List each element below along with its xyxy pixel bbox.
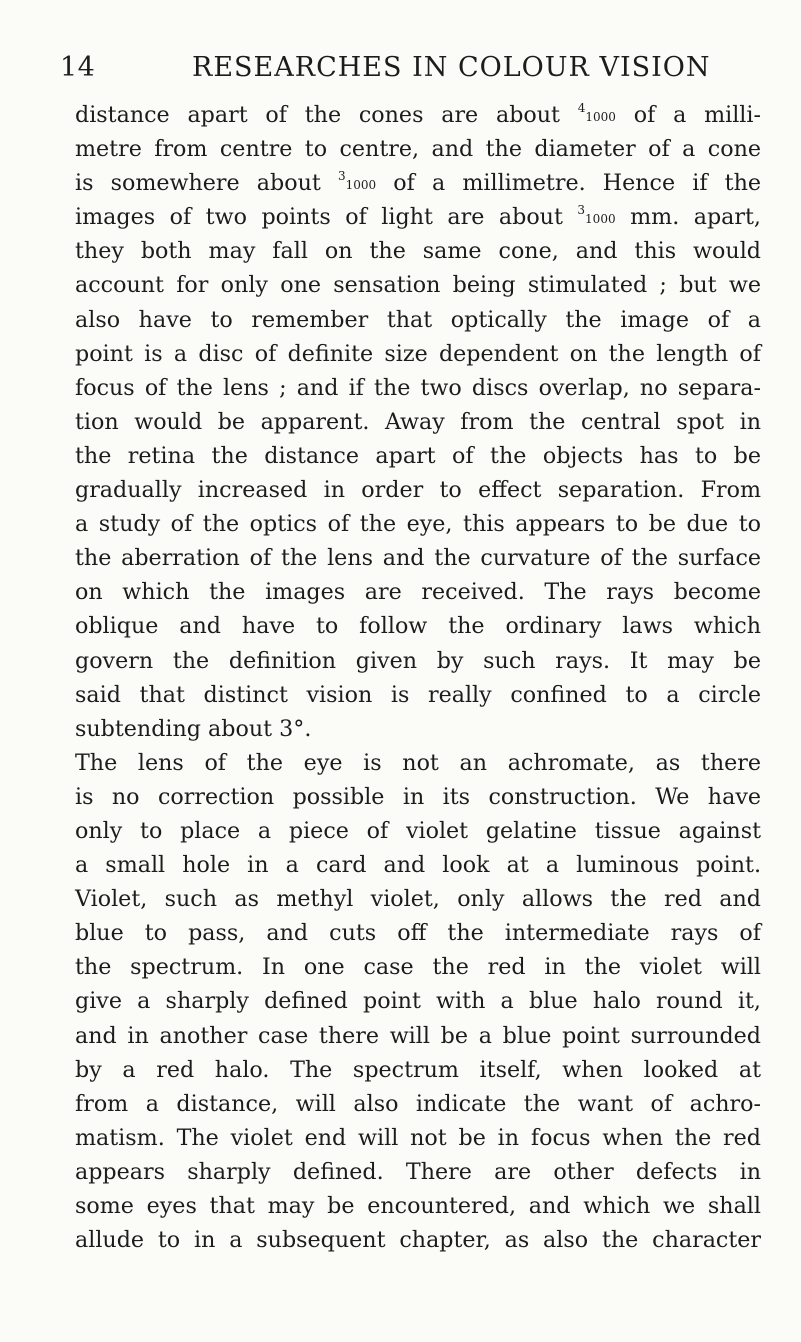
running-head bbox=[60, 52, 741, 92]
text-line: on which the images are received. The rays become bbox=[75, 579, 761, 606]
text-line: some eyes that may be encountered, and which we shall bbox=[75, 1193, 761, 1219]
text-line: The lens of the eye is not an achromate, as there bbox=[75, 749, 761, 776]
text-line: from a distance, will also indicate the want of achro- bbox=[75, 1090, 761, 1117]
text-line: appears sharply defined. There are other defects in bbox=[75, 1158, 761, 1185]
fraction: $^4_{1000}$ bbox=[577, 101, 616, 124]
text-line: focus of the lens ; and if the two discs overlap, no separa- bbox=[75, 374, 761, 401]
text-line: the spectrum. In one case the red in the violet will bbox=[75, 954, 761, 981]
text-line: blue to pass, and cuts off the intermediate rays of bbox=[75, 920, 761, 947]
fraction: $^3_{1000}$ bbox=[577, 203, 616, 227]
body-text bbox=[75, 98, 761, 1257]
text-line: said that distinct vision is really confined to a circle bbox=[75, 681, 761, 708]
text-line: matism. The violet end will not be in focus when the red bbox=[75, 1124, 761, 1151]
text-line: subtending about 3°. bbox=[75, 715, 312, 742]
text-line: also have to remember that optically the image of a bbox=[75, 306, 761, 333]
text-line: account for only one sensation being stimulated ; but we bbox=[75, 272, 761, 299]
text-line: only to place a piece of violet gelatine tissue against bbox=[75, 817, 761, 844]
text-line: gradually increased in order to effect separation. From bbox=[75, 477, 761, 504]
text-line: images of two points of light are about $^3_{1000}$ mm. apart, bbox=[75, 203, 761, 231]
text-line: give a sharply defined point with a blue halo round it, bbox=[75, 988, 761, 1015]
text-line: is somewhere about $^3_{1000}$ of a millimetre. Hence if the bbox=[75, 169, 761, 197]
text-line: by a red halo. The spectrum itself, when looked at bbox=[75, 1056, 761, 1083]
text-line: tion would be apparent. Away from the central spot in bbox=[75, 408, 761, 435]
text-line: is no correction possible in its construction. We have bbox=[75, 783, 761, 810]
text-line: govern the definition given by such rays. It may be bbox=[75, 647, 761, 674]
text-line: they both may fall on the same cone, and this would bbox=[75, 238, 761, 265]
running-title: RESEARCHES IN COLOUR VISION bbox=[192, 52, 711, 83]
page-number: 14 bbox=[60, 52, 96, 83]
fraction: $^3_{1000}$ bbox=[337, 169, 377, 193]
text-line: and in another case there will be a blue point surrounded bbox=[75, 1022, 761, 1049]
text-line: distance apart of the cones are about $^4_{1000}$ of a milli- bbox=[75, 101, 761, 128]
text-line: oblique and have to follow the ordinary laws which bbox=[75, 613, 761, 640]
text-line: allude to in a subsequent chapter, as also the character bbox=[75, 1227, 761, 1254]
text-line: Violet, such as methyl violet, only allows the red and bbox=[75, 886, 761, 913]
text-line: the aberration of the lens and the curvature of the surface bbox=[75, 545, 761, 572]
text-line: point is a disc of definite size dependent on the length of bbox=[75, 340, 761, 367]
text-line: a small hole in a card and look at a luminous point. bbox=[75, 852, 761, 879]
text-line: the retina the distance apart of the objects has to be bbox=[75, 442, 761, 469]
text-line: a study of the optics of the eye, this appears to be due to bbox=[75, 511, 761, 538]
text-line: metre from centre to centre, and the diameter of a cone bbox=[75, 136, 761, 163]
